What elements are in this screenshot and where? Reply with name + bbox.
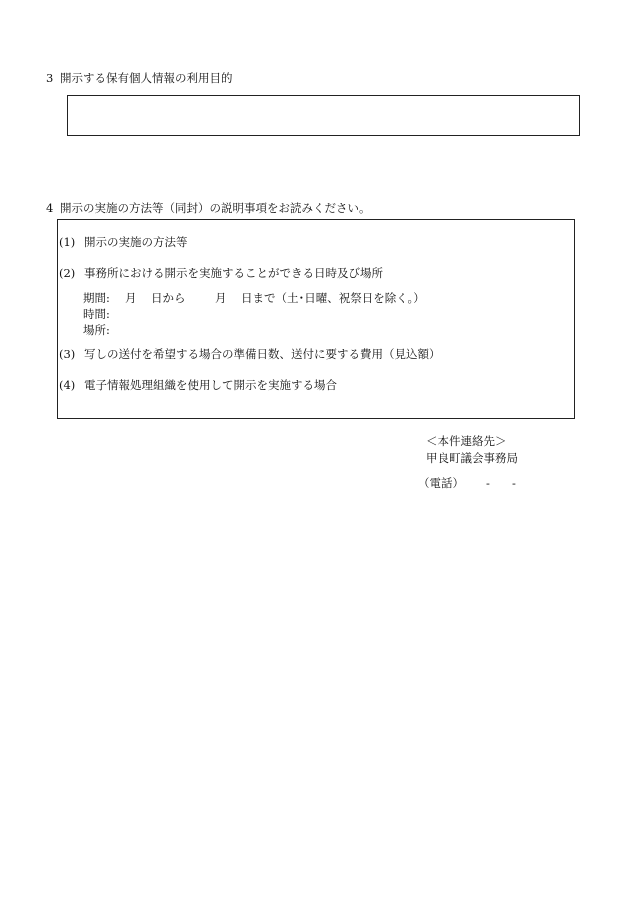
item-4-text: 電子情報処理組織を使用して開示を実施する場合: [84, 378, 337, 392]
period-month-1: 月: [125, 291, 137, 305]
time-label: 時間:: [83, 307, 110, 321]
contact-phone-label: （電話）: [418, 476, 464, 490]
section-4-number: 4: [46, 201, 54, 215]
section-3-title: 開示する保有個人情報の利用目的: [60, 71, 233, 85]
period-day-from: 日から: [151, 291, 186, 305]
period-label: 期間:: [83, 291, 110, 305]
section-4-title: 開示の実施の方法等（同封）の説明事項をお読みください。: [60, 201, 371, 215]
contact-phone-separator-2: -: [512, 476, 516, 490]
item-3-text: 写しの送付を希望する場合の準備日数、送付に要する費用（見込額）: [84, 347, 441, 361]
item-2-number: (2): [59, 266, 76, 280]
period-month-2: 月: [215, 291, 227, 305]
place-label: 場所:: [83, 323, 110, 337]
period-day-to: 日まで（土･日曜、祝祭日を除く。）: [241, 291, 425, 305]
contact-phone-separator-1: -: [486, 476, 490, 490]
contact-office: 甲良町議会事務局: [426, 451, 518, 465]
section-3-number: 3: [46, 71, 54, 85]
item-1-text: 開示の実施の方法等: [84, 235, 188, 249]
contact-heading: ＜本件連絡先＞: [426, 434, 507, 448]
disclosure-method-box: [57, 219, 575, 419]
item-4-number: (4): [59, 378, 76, 392]
purpose-field[interactable]: [67, 95, 580, 136]
item-1-number: (1): [59, 235, 76, 249]
item-3-number: (3): [59, 347, 76, 361]
item-2-text: 事務所における開示を実施することができる日時及び場所: [84, 266, 383, 280]
